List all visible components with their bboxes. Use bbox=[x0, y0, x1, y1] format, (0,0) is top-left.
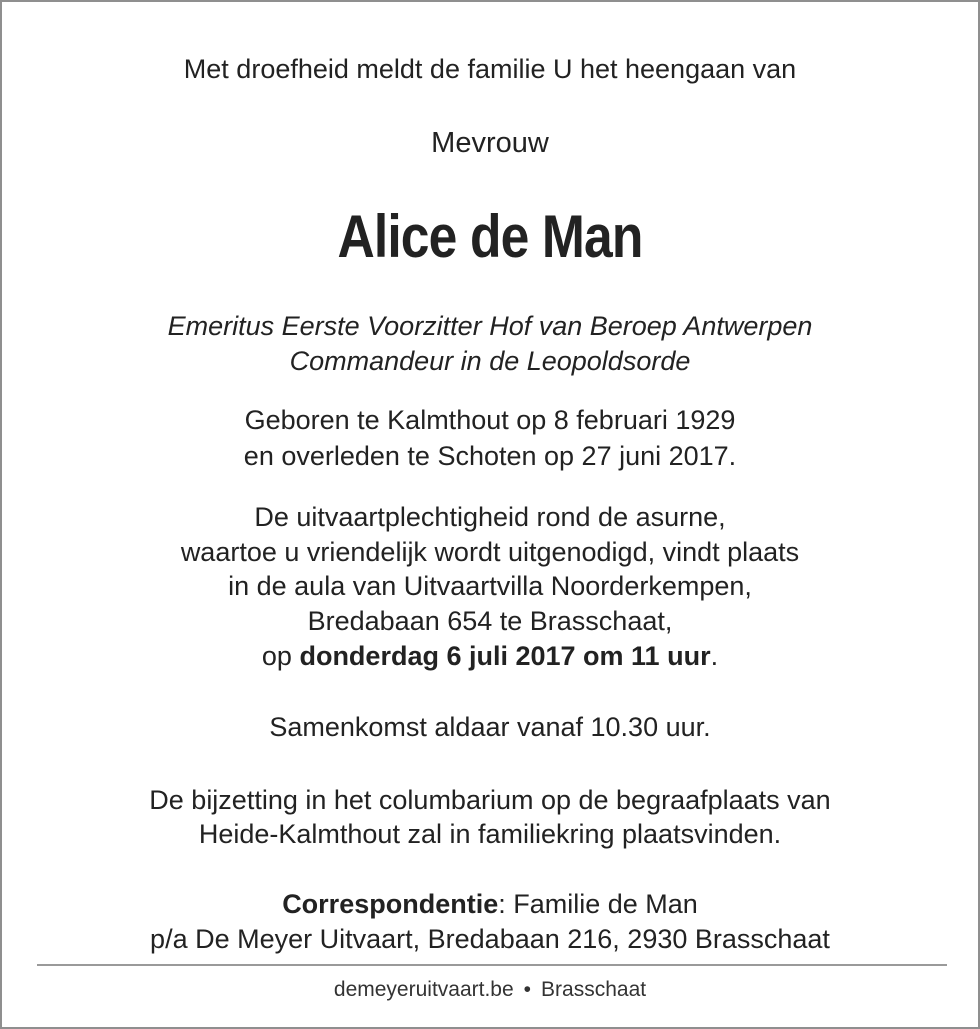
ceremony-date-line bbox=[2, 641, 978, 672]
ceremony-line-2: waartoe u vriendelijk wordt uitgenodigd, vindt plaats bbox=[180, 537, 800, 567]
honorary-title-2: Commandeur in de Leopoldsorde bbox=[289, 346, 691, 376]
footer bbox=[2, 978, 978, 1002]
footer-divider bbox=[37, 964, 947, 966]
ceremony-line-4: Bredabaan 654 te Brasschaat, bbox=[307, 606, 673, 636]
death-line: en overleden te Schoten op 27 juni 2017. bbox=[243, 441, 737, 471]
gathering-line: Samenkomst aldaar vanaf 10.30 uur. bbox=[269, 712, 711, 742]
correspondence-separator: : bbox=[498, 889, 514, 919]
footer-bullet: • bbox=[523, 978, 532, 1001]
burial-line-1: De bijzetting in het columbarium op de begraafplaats van bbox=[149, 785, 831, 815]
ceremony-line-1: De uitvaartplechtigheid rond de asurne, bbox=[254, 502, 726, 532]
correspondence-line bbox=[2, 889, 978, 920]
correspondence-label: Correspondentie bbox=[282, 889, 499, 919]
footer-website[interactable]: demeyeruitvaart.be bbox=[333, 978, 514, 1001]
burial-line-2: Heide-Kalmthout zal in familiekring plaatsvinden. bbox=[198, 819, 782, 849]
deceased-name: Alice de Man bbox=[337, 203, 643, 270]
ceremony-date-prefix: op bbox=[261, 641, 300, 671]
salutation: Mevrouw bbox=[431, 127, 549, 159]
honorary-title-1: Emeritus Eerste Voorzitter Hof van Beroep Antwerpen bbox=[167, 311, 813, 341]
ceremony-line-3: in de aula van Uitvaartvilla Noorderkempen, bbox=[228, 571, 752, 601]
footer-city: Brasschaat bbox=[541, 978, 647, 1001]
correspondence-address: p/a De Meyer Uitvaart, Bredabaan 216, 2930 Brasschaat bbox=[150, 924, 830, 954]
birth-line: Geboren te Kalmthout op 8 februari 1929 bbox=[244, 405, 736, 435]
intro-text: Met droefheid meldt de familie U het heengaan van bbox=[183, 54, 797, 84]
ceremony-date: donderdag 6 juli 2017 om 11 uur bbox=[299, 641, 711, 671]
correspondence-value: Familie de Man bbox=[513, 889, 698, 919]
ceremony-date-suffix: . bbox=[710, 641, 719, 671]
